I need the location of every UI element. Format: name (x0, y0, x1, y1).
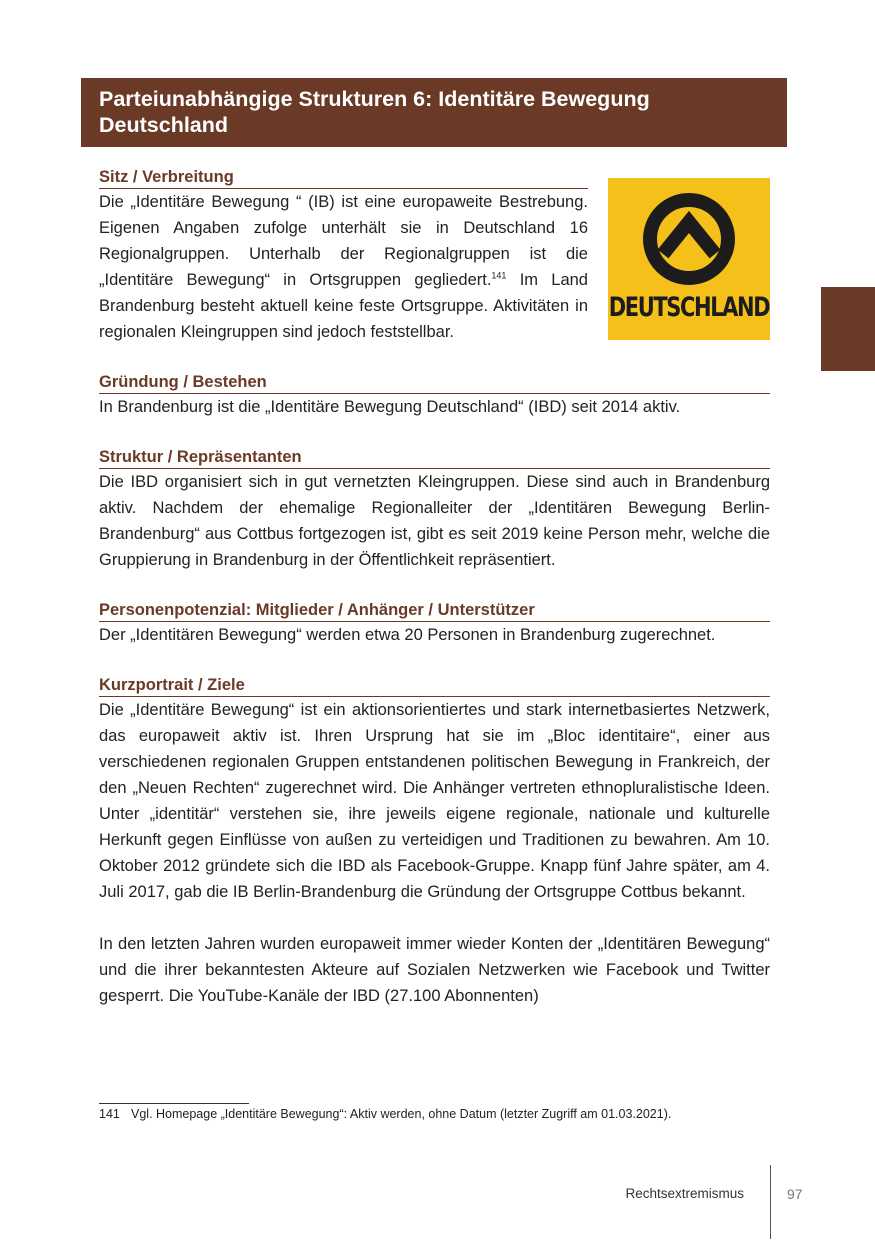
section-heading-gruendung: Gründung / Bestehen (99, 371, 770, 394)
page-title: Parteiunabhängige Strukturen 6: Identitäre Bewegung Deutschland (99, 87, 650, 137)
section-heading-kurzportrait: Kurzportrait / Ziele (99, 674, 770, 697)
sitz-text-rest: Im Land Brandenburg besteht aktuell keine feste Ortsgruppe. Aktivitäten in regionalen Kleingruppen sind jedoch feststellbar. (99, 271, 588, 341)
main-content (99, 166, 770, 1009)
chapter-title-bar (81, 78, 787, 147)
footnote-text: Vgl. Homepage „Identitäre Bewegung“: Aktiv werden, ohne Datum (letzter Zugriff am 01.03.2021). (131, 1107, 672, 1121)
section-heading-personen: Personenpotenzial: Mitglieder / Anhänger / Unterstützer (99, 599, 770, 622)
section-text-struktur: Die IBD organisiert sich in gut vernetzten Kleingruppen. Diese sind auch in Brandenburg aktiv. Nachdem der ehemalige Regionalleiter der „Identitären Bewegung Berlin-Brandenburg“ aus Cottbus fortgezogen ist, gibt es seit 2019 keine Person mehr, welche die Gruppierung in Brandenburg in der Öffentlichkeit repräsentiert. (99, 473, 770, 569)
footnote-number: 141 (99, 1107, 120, 1121)
section-text-kurzportrait-1: Die „Identitäre Bewegung“ ist ein aktionsorientiertes und stark internetbasiertes Netzwerk, das europaweit aktiv ist. Ihren Ursprung hat sie im „Bloc identitaire“, einer aus verschiedenen regionalen Gruppen entstandenen politischen Bewegung in Frankreich, der den „Neuen Rechten“ zugerechnet wird. Die Anhänger vertreten ethnopluralistische Ideen. Unter „identitär“ verstehen sie, ihre jeweils eigene regionale, nationale und kulturelle Herkunft gegen Einflüsse von außen zu verteidigen und Traditionen zu bewahren. Am 10. Oktober 2012 gründete sich die IBD als Facebook-Gruppe. Knapp fünf Jahre später, am 4. Juli 2017, gab die IB Berlin-Brandenburg die Gründung der Ortsgruppe Cottbus bekannt. (99, 701, 770, 901)
footer-divider (770, 1165, 771, 1239)
page-number: 97 (787, 1186, 803, 1202)
section-text-gruendung: In Brandenburg ist die „Identitäre Bewegung Deutschland“ (IBD) seit 2014 aktiv. (99, 398, 681, 416)
sitz-text-main: Die „Identitäre Bewegung “ (IB) ist eine europaweite Bestrebung. Eigenen Angaben zufolge unterhält sie in Deutschland 16 Regionalgruppen. Unterhalb der Regionalgruppen ist die „Identitäre Bewegung“ in Ortsgruppen gegliedert. (99, 193, 588, 289)
section-heading-struktur: Struktur / Repräsentanten (99, 446, 770, 469)
footer-section-label: Rechtsextremismus (625, 1186, 744, 1201)
section-text-sitz (99, 189, 588, 345)
footnote (99, 1106, 779, 1122)
section-text-kurzportrait-2: In den letzten Jahren wurden europaweit immer wieder Konten der „Identitären Bewegung“ und die ihrer bekanntesten Akteure auf Sozialen Netzwerken wie Facebook und Twitter gesperrt. Die YouTube-Kanäle der IBD (27.100 Abonnenten) (99, 935, 770, 1005)
section-text-personen: Der „Identitären Bewegung“ werden etwa 20 Personen in Brandenburg zugerechnet. (99, 626, 716, 644)
section-heading-sitz: Sitz / Verbreitung (99, 166, 588, 189)
footnote-divider (99, 1103, 249, 1104)
chapter-side-tab (821, 287, 875, 371)
footnote-ref: 141 (491, 270, 507, 281)
logo-text: DEUTSCHLAND (608, 292, 770, 322)
